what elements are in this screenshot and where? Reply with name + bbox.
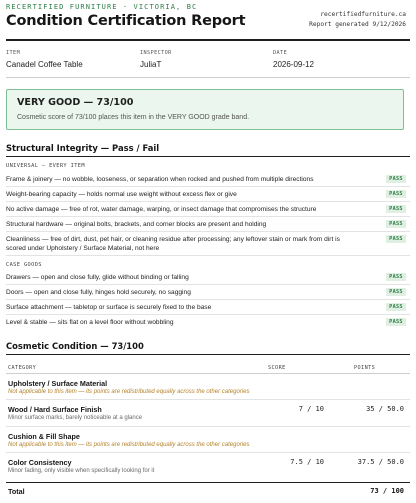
row-divider [6,452,410,453]
pass-badge: PASS [386,205,406,213]
col-score-header: SCORE [268,365,286,371]
check-row [6,303,410,312]
row-divider [6,186,410,187]
category-name: Wood / Hard Surface Finish [8,405,102,414]
check-row [6,205,410,214]
category-name: Cushion & Fill Shape [8,432,80,441]
row-divider [6,231,410,232]
check-row [6,318,410,327]
check-row [6,288,410,297]
category-name: Color Consistency [8,458,72,467]
generated-date: Report generated 9/12/2026 [309,21,406,28]
total-label: Total [8,487,25,496]
pass-badge: PASS [386,175,406,183]
row-divider [6,299,410,300]
row-divider [6,255,410,256]
meta-row [6,50,410,76]
category-points: 35 / 50.0 [366,405,404,413]
case-goods-label: CASE GOODS [6,262,42,268]
col-category-header: CATEGORY [8,365,37,371]
meta-divider [6,77,410,78]
table-header-divider [6,373,410,374]
site-url[interactable]: recertifiedfurniture.ca [320,11,406,18]
meta-date-label: DATE [273,50,288,56]
category-score: 7.5 / 10 [290,458,324,466]
check-text: Cleanliness — free of dirt, dust, pet hair, or cleaning residue after processing; any leftover stain or mark from dirt is scored under Upholstery / Surface Material, not here [6,236,340,252]
category-note: Minor surface marks, barely noticeable at a glance [8,415,143,421]
grade-box [6,89,404,130]
meta-item [6,50,83,69]
grade-headline: VERY GOOD — 73/100 [17,97,134,108]
category-note: Minor fading, only visible when specifically looking for it [8,468,155,474]
row-divider [6,284,410,285]
check-text: Weight-bearing capacity — holds normal use weight without excess flex or give [6,191,237,198]
check-text: Level & stable — sits flat on a level floor without wobbling [6,319,174,326]
check-text: Doors — open and close fully, hinges hold securely, no sagging [6,289,191,296]
category-points: 37.5 / 50.0 [357,458,404,466]
structural-title: Structural Integrity — Pass / Fail [6,143,160,153]
structural-divider [6,156,410,157]
report-header [6,0,410,38]
row-divider [6,314,410,315]
pass-badge: PASS [386,220,406,228]
category-note: Not applicable to this item — its points are redistributed equally across the other categories [8,442,250,448]
category-score: 7 / 10 [298,405,324,413]
meta-date-value: 2026-09-12 [273,60,314,69]
category-note: Not applicable to this item — its points are redistributed equally across the other categories [8,389,250,395]
check-text: No active damage — free of rot, water damage, warping, or insect damage that compromises the structure [6,206,317,213]
pass-badge: PASS [386,318,406,326]
meta-date [273,50,314,69]
row-divider [6,399,410,400]
grade-description: Cosmetic score of 73/100 places this item in the VERY GOOD grade band. [17,114,250,121]
category-name: Upholstery / Surface Material [8,379,108,388]
check-text: Surface attachment — tabletop or surface is securely fixed to the base [6,304,212,311]
pass-badge: PASS [386,235,406,243]
check-text: Drawers — open and close fully, glide without binding or falling [6,274,189,281]
cosmetic-divider [6,354,410,355]
header-divider [6,39,410,41]
report-title: Condition Certification Report [6,13,246,29]
check-text: Structural hardware — original bolts, brackets, and corner blocks are present and holding [6,221,267,228]
check-row [6,175,410,184]
row-divider [6,201,410,202]
meta-item-label: ITEM [6,50,21,56]
row-divider [6,216,410,217]
meta-inspector [140,50,172,69]
total-value: 73 / 100 [370,487,404,495]
check-text: Frame & joinery — no wobble, looseness, or separation when rocked and pushed from multiple directions [6,176,314,183]
check-row [6,273,410,282]
pass-badge: PASS [386,303,406,311]
pass-badge: PASS [386,273,406,281]
meta-item-value: Canadel Coffee Table [6,60,83,69]
total-divider [6,482,410,483]
row-divider [6,426,410,427]
meta-inspector-value: JuliaT [140,60,162,69]
check-row [6,220,410,229]
check-row [6,190,410,199]
meta-inspector-label: INSPECTOR [140,50,172,56]
col-points-header: POINTS [354,365,376,371]
pass-badge: PASS [386,190,406,198]
cosmetic-title: Cosmetic Condition — 73/100 [6,341,144,351]
pass-badge: PASS [386,288,406,296]
universal-label: UNIVERSAL — EVERY ITEM [6,163,85,169]
check-row [6,235,410,253]
brand-line: RECERTIFIED FURNITURE · VICTORIA, BC [6,3,198,11]
